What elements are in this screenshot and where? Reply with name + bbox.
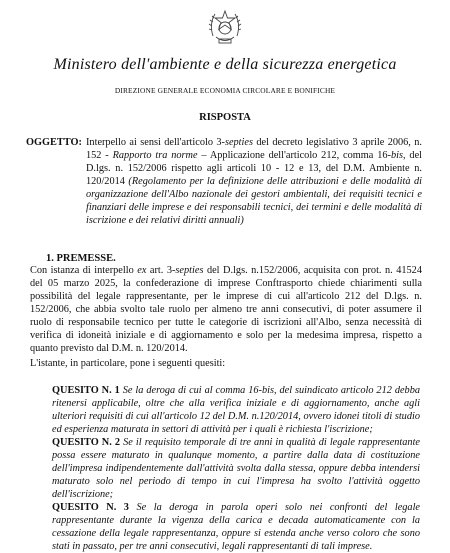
question-text: Se la deroga di cui al comma 16-bis, del suindicato articolo 212 debba ritenersi applicabile, oltre che alla verifica iniziale e di aggiornamento, anche agli ulteriori requisiti di cui all'articolo 12 del D.M. n.120/2014, ovvero idonei titoli di studio ed esperienza maturata in settori di attività per i quali è richiesta l'iscrizione;: [52, 385, 420, 435]
subject-text: Interpello ai sensi dell'articolo 3-septies del decreto legislativo 3 aprile 2006, n. 152 - Rapporto tra norme – Applicazione dell'articolo 212, comma 16-bis, del D.lgs. n. 152/2006 rispetto agli articoli 10 - 12 e 13, del D.M. Ambiente n. 120/2014 (Regolamento per la definizione delle attribuzioni e delle modalità di organizzazione dell'Albo nazionale dei gestori ambientali, dei requisiti tecnici e finanziari delle imprese e dei responsabili tecnici, dei termini e delle modalità di iscrizione e dei relativi diritti annuali): [86, 137, 422, 226]
question-label: QUESITO N. 1: [52, 385, 120, 396]
questions-list: [52, 384, 420, 553]
document-type-heading: RISPOSTA: [199, 112, 251, 123]
questions-intro: L'istante, in particolare, pone i seguenti quesiti:: [30, 358, 226, 369]
question-item: [52, 436, 420, 501]
directorate-name: DIREZIONE GENERALE ECONOMIA CIRCOLARE E BONIFICHE: [114, 86, 336, 95]
question-item: [52, 384, 420, 436]
italian-republic-emblem-icon: [207, 6, 243, 48]
question-text: Se la deroga in parola operi solo nei confronti del legale rappresentante durante la vigenza della carica e decada automaticamente con la cessazione della legale rappresentanza, oppure si estenda anche verso coloro che sono stati in passato, per tre anni consecutivi, legali rappresentanti di tali imprese.: [52, 502, 421, 552]
section-title-premesse: 1. PREMESSE.: [46, 253, 116, 264]
subject-label: OGGETTO:: [26, 137, 82, 148]
question-text: Se il requisito temporale di tre anni in qualità di legale rappresentante possa essere maturato in qualunque momento, a partire dalla data di costituzione dell'impresa indipendentemente dall'attività svolta dalla stessa, oppure debba intendersi maturato solo nel periodo di tempo in cui l'impresa ha svolto l'attività oggetto dell'iscrizione;: [52, 437, 421, 500]
question-label: QUESITO N. 3: [52, 502, 129, 513]
question-label: QUESITO N. 2: [52, 437, 121, 448]
premesse-paragraph: Con istanza di interpello ex art. 3-septies del D.lgs. n.152/2006, acquisita con prot. n. 41524 del 05 marzo 2025, la confederazione di imprese Conftrasporto chiede chiarimenti sulla possibilità del legale rappresentante, per le imprese di cui all'articolo 212 del D.lgs. n. 152/2006, che abbia svolto tale ruolo per almeno tre anni consecutivi, di poter assumere il ruolo di responsabile tecnico per tutte le categorie di iscrizioni all'Albo, senza necessità di verifica di idoneità iniziale e di aggiornamento e solo per la medesima impresa, rispetto a quanto previsto dal D.M. n. 120/2014.: [30, 265, 422, 354]
question-item: [52, 501, 420, 553]
ministry-name: Ministero dell'ambiente e della sicurezza energetica: [53, 56, 397, 73]
